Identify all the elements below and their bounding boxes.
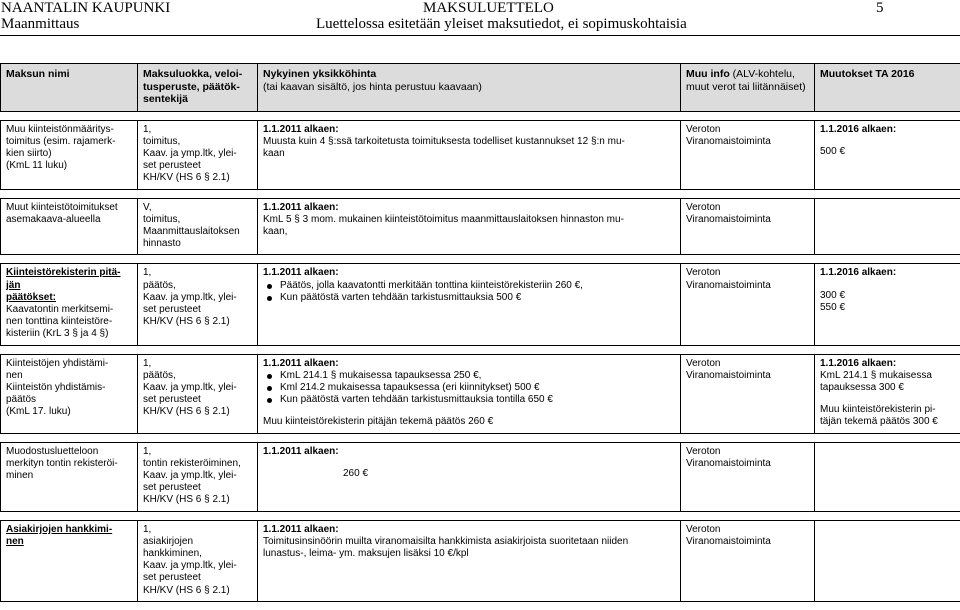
unit-price-cell: 1.1.2011 alkaen: Toimitusinsinöörin muilta viranomaisilta hankkimista asiakirjoista suoritetaan niiden lunastus-, leima- ym. maksujen lisäksi 10 €/kpl xyxy=(258,520,681,601)
fee-class-cell: 1, toimitus, Kaav. ja ymp.ltk, ylei- set perusteet KH/KV (HS 6 § 2.1) xyxy=(138,120,258,189)
unit-price-cell: 1.1.2011 alkaen: Muusta kuin 4 §:ssä tarkoitetusta toimituksesta todelliset kustannukset 12 §:n mu- kaan xyxy=(258,120,681,189)
unit-price-cell: 1.1.2011 alkaen: KmL 214.1 § mukaisessa tapauksessa 250 €, Kml 214.2 mukaisessa tapauksessa (eri kiinnitykset) 500 € Kun päätöstä varten tehdään tarkistusmittauksia tontilla 650 € Muu kiinteistörekisterin pitäjän tekemä päätös 260 € xyxy=(258,354,681,433)
col-header-unit-price: Nykyinen yksikköhinta (tai kaavan sisältö, jos hinta perustuu kaavaan) xyxy=(258,64,681,112)
table-row xyxy=(1,354,960,433)
unit-price-cell: 1.1.2011 alkaen: KmL 5 § 3 mom. mukainen kiinteistötoimitus maanmittauslaitoksen hinnaston mu- kaan, xyxy=(258,198,681,255)
header-doc-subtitle: Luettelossa esitetään yleiset maksutiedot, ei sopimuskohtaisia xyxy=(316,16,687,32)
list-item: Kml 214.2 mukaisessa tapauksessa (eri kiinnitykset) 500 € xyxy=(263,382,676,394)
header-dept: Maanmittaus xyxy=(1,16,80,32)
info-cell: Veroton Viranomaistoiminta xyxy=(681,264,815,345)
list-item: Kun päätöstä varten tehdään tarkistusmittauksia tontilla 650 € xyxy=(263,394,676,406)
fee-class-cell: 1, tontin rekisteröiminen, Kaav. ja ymp.ltk, ylei- set perusteet KH/KV (HS 6 § 2.1) xyxy=(138,442,258,511)
list-item: Kun päätöstä varten tehdään tarkistusmittauksia 500 € xyxy=(263,292,676,304)
header-org: NAANTALIN KAUPUNKI xyxy=(1,0,171,16)
table-row xyxy=(1,442,960,511)
table-header-row xyxy=(1,64,960,112)
info-cell: Veroton Viranomaistoiminta xyxy=(681,198,815,255)
list-item: KmL 214.1 § mukaisessa tapauksessa 250 €, xyxy=(263,370,676,382)
col-header-other-info: Muu info (ALV-kohtelu, muut verot tai liitännäiset) xyxy=(681,64,815,112)
changes-cell xyxy=(815,198,960,255)
col-header-changes: Muutokset TA 2016 xyxy=(815,64,960,112)
info-cell: Veroton Viranomaistoiminta xyxy=(681,520,815,601)
fee-class-cell: V, toimitus, Maanmittauslaitoksen hinnasto xyxy=(138,198,258,255)
price-bullet-list xyxy=(263,280,676,304)
col-header-fee-name: Maksun nimi xyxy=(1,64,138,112)
info-cell: Veroton Viranomaistoiminta xyxy=(681,354,815,433)
changes-cell: 1.1.2016 alkaen: 300 € 550 € xyxy=(815,264,960,345)
header-page-number: 5 xyxy=(876,0,884,16)
list-item: Päätös, jolla kaavatontti merkitään tonttina kiinteistörekisteriin 260 €, xyxy=(263,280,676,292)
fee-name-cell: Kiinteistöjen yhdistämi- nen Kiinteistön yhdistämis- päätös (KmL 17. luku) xyxy=(1,354,138,433)
fee-name-cell: Kiinteistörekisterin pitä- jän päätökset: Kaavatontin merkitsemi- nen tonttina kiinteistöre- kisteriin (KrL 3 § ja 4 §) xyxy=(1,264,138,345)
unit-price-cell: 1.1.2011 alkaen: 260 € xyxy=(258,442,681,511)
fee-class-cell: 1, päätös, Kaav. ja ymp.ltk, ylei- set perusteet KH/KV (HS 6 § 2.1) xyxy=(138,264,258,345)
table-row xyxy=(1,520,960,601)
changes-cell xyxy=(815,520,960,601)
fee-name-cell: Asiakirjojen hankkimi- nen xyxy=(1,520,138,601)
price-bullet-list xyxy=(263,370,676,407)
unit-price-cell: 1.1.2011 alkaen: Päätös, jolla kaavatontti merkitään tonttina kiinteistörekisteriin 260 €, Kun päätöstä varten tehdään tarkistusmittauksia 500 € xyxy=(258,264,681,345)
col-header-fee-class: Maksuluokka, veloi- tusperuste, päätök- sentekijä xyxy=(138,64,258,112)
table-row xyxy=(1,198,960,255)
changes-cell xyxy=(815,442,960,511)
table-row xyxy=(1,120,960,189)
fee-table xyxy=(0,63,960,602)
fee-name-cell: Muut kiinteistötoimitukset asemakaava-alueella xyxy=(1,198,138,255)
changes-cell: 1.1.2016 alkaen: 500 € xyxy=(815,120,960,189)
fee-class-cell: 1, asiakirjojen hankkiminen, Kaav. ja ymp.ltk, ylei- set perusteet KH/KV (HS 6 § 2.1) xyxy=(138,520,258,601)
page-header xyxy=(0,0,960,36)
fee-name-cell: Muu kiinteistönmääritys- toimitus (esim. rajamerk- kien siirto) (KmL 11 luku) xyxy=(1,120,138,189)
fee-name-cell: Muodostusluetteloon merkityn tontin rekisteröi- minen xyxy=(1,442,138,511)
header-rule xyxy=(0,35,960,36)
fee-class-cell: 1, päätös, Kaav. ja ymp.ltk, ylei- set perusteet KH/KV (HS 6 § 2.1) xyxy=(138,354,258,433)
info-cell: Veroton Viranomaistoiminta xyxy=(681,442,815,511)
header-doc-title: MAKSULUETTELO xyxy=(423,0,554,16)
changes-cell: 1.1.2016 alkaen: KmL 214.1 § mukaisessa tapauksessa 300 € Muu kiinteistörekisterin pi- täjän tekemä päätös 300 € xyxy=(815,354,960,433)
info-cell: Veroton Viranomaistoiminta xyxy=(681,120,815,189)
table-row xyxy=(1,264,960,345)
